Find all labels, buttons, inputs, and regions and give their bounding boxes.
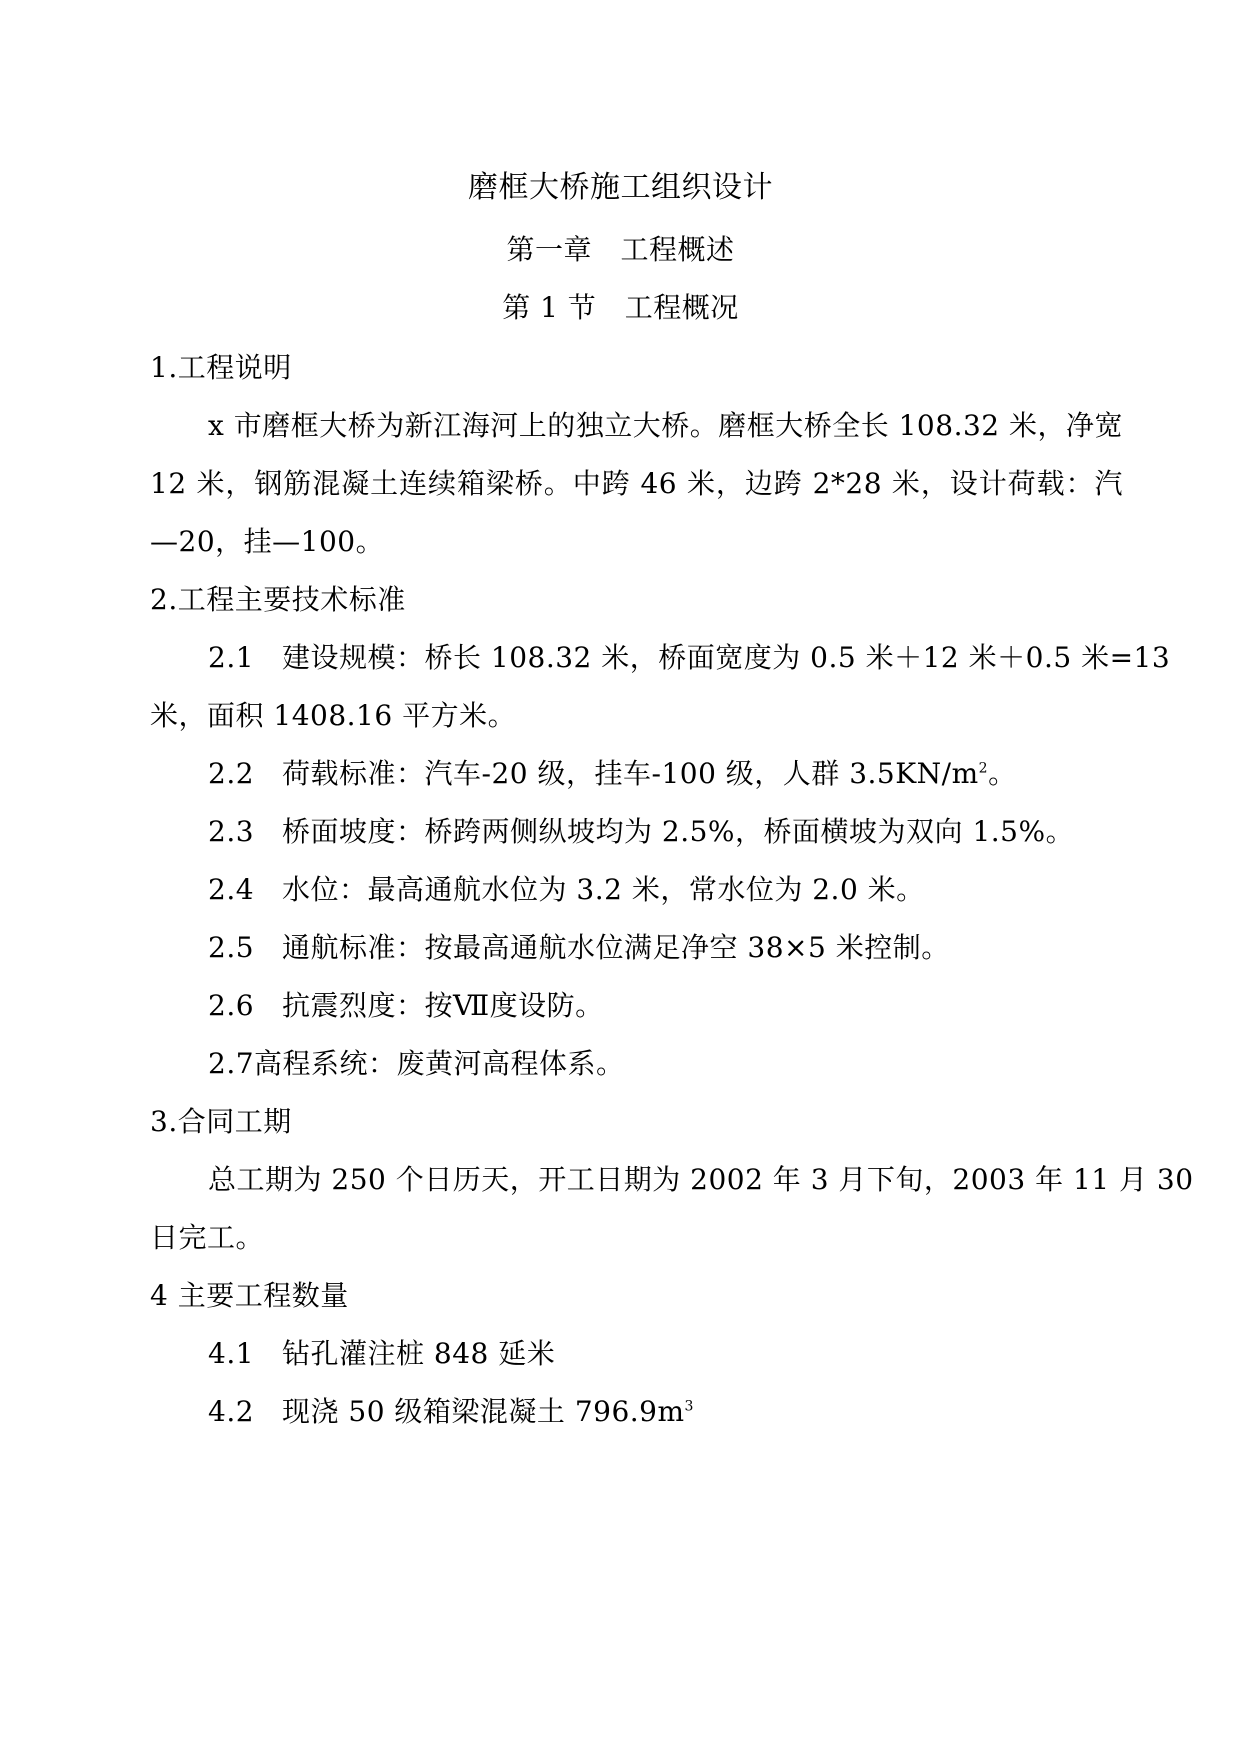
item-text: 现浇 50 级箱梁混凝土 796.9m: [282, 1395, 685, 1428]
chapter-heading: 第一章 工程概述: [506, 233, 735, 266]
standard-item-2-7: [208, 1046, 625, 1082]
standard-item-2-6: [208, 988, 604, 1024]
item-number: 2.2: [208, 757, 255, 790]
standard-item-2-3: [208, 814, 1074, 850]
section-heading: 第 1 节 工程概况: [502, 291, 739, 324]
item-text: 通航标准：按最高通航水位满足净空 38×5 米控制。: [282, 931, 950, 964]
item-number: 2.7: [208, 1047, 255, 1080]
superscript: 2: [978, 760, 989, 777]
heading-main-quantities: 4 主要工程数量: [150, 1279, 349, 1312]
heading-project-description: 1.工程说明: [150, 351, 292, 384]
item-number: 2.3: [208, 815, 255, 848]
paragraph-line: 总工期为 250 个日历天，开工日期为 2002 年 3 月下旬，2003 年 11 月 30: [208, 1163, 1194, 1196]
superscript: 3: [684, 1398, 694, 1415]
paragraph-line: —20，挂—100。: [150, 525, 385, 558]
quantity-item-4-2: [208, 1394, 694, 1430]
item-number: 4.2: [208, 1395, 255, 1428]
paragraph-line: 日完工。: [150, 1221, 265, 1254]
quantity-item-4-1: [208, 1336, 555, 1372]
paragraph-line: 12 米，钢筋混凝土连续箱梁桥。中跨 46 米，边跨 2*28 米，设计荷载：汽: [150, 467, 1123, 500]
heading-contract-period: 3.合同工期: [150, 1105, 292, 1138]
standard-item-2-4: [208, 872, 925, 908]
item-number: 2.5: [208, 931, 255, 964]
paragraph-line: x 市磨框大桥为新江海河上的独立大桥。磨框大桥全长 108.32 米，净宽: [208, 409, 1123, 442]
item-text: 钻孔灌注桩 848 延米: [282, 1337, 556, 1370]
item-text: 建设规模：桥长 108.32 米，桥面宽度为 0.5 米＋12 米＋0.5 米=13: [282, 641, 1171, 674]
item-text: 高程系统：废黄河高程体系。: [254, 1047, 625, 1080]
item-number: 2.6: [208, 989, 255, 1022]
standard-item-2-1-continued: 米，面积 1408.16 平方米。: [150, 699, 517, 732]
document-title: 磨框大桥施工组织设计: [468, 170, 773, 205]
item-number: 2.1: [208, 641, 255, 674]
standard-item-2-2: [208, 756, 1017, 792]
item-text: 抗震烈度：按Ⅶ度设防。: [282, 989, 604, 1022]
item-text-tail: 。: [988, 757, 1017, 790]
item-text: 桥面坡度：桥跨两侧纵坡均为 2.5%，桥面横坡为双向 1.5%。: [282, 815, 1075, 848]
standard-item-2-1: [208, 640, 1171, 676]
item-number: 2.4: [208, 873, 255, 906]
item-text: 水位：最高通航水位为 3.2 米，常水位为 2.0 米。: [282, 873, 925, 906]
heading-technical-standards: 2.工程主要技术标准: [150, 583, 406, 616]
item-text: 荷载标准：汽车-20 级，挂车-100 级，人群 3.5KN/m: [282, 757, 979, 790]
standard-item-2-5: [208, 930, 950, 966]
item-number: 4.1: [208, 1337, 255, 1370]
